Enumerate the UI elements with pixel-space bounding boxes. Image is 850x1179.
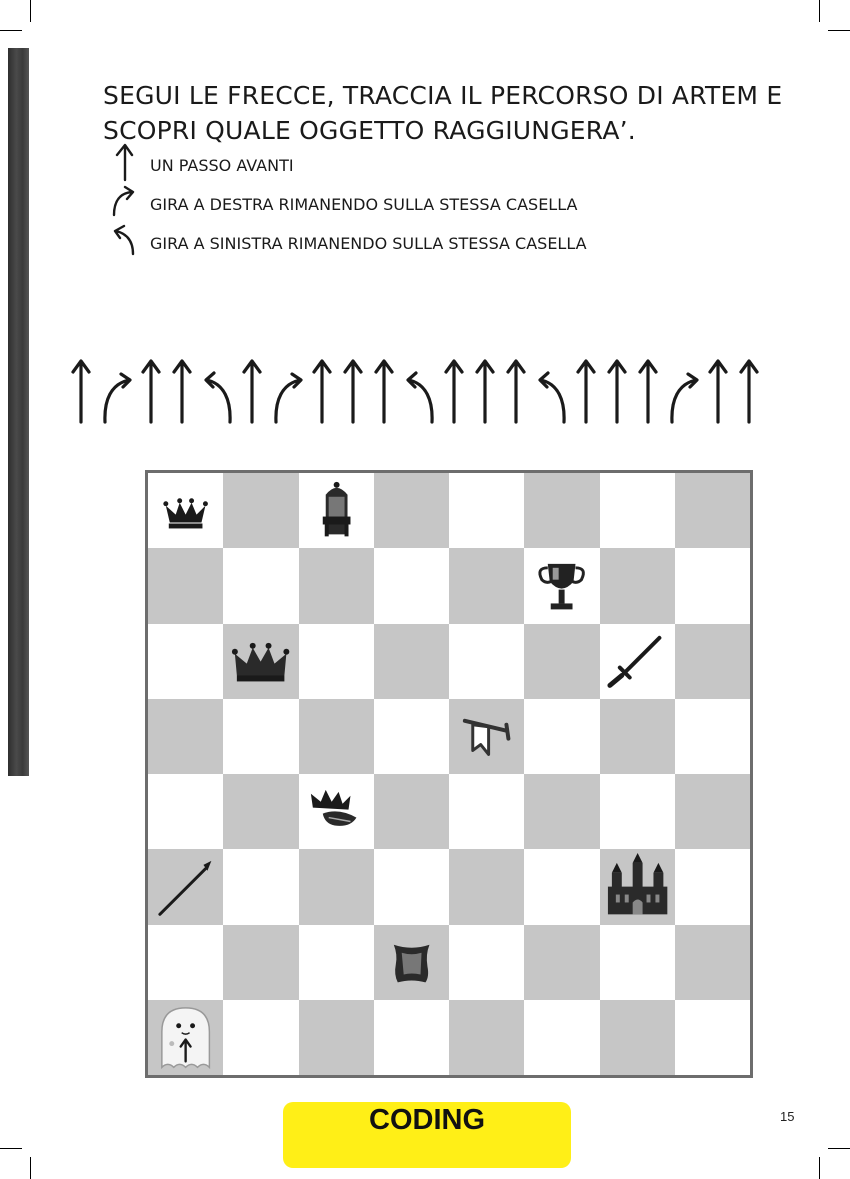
board-cell (374, 473, 449, 548)
board-cell (600, 473, 675, 548)
crown-icon (223, 624, 298, 699)
crop-mark (819, 0, 820, 22)
board-cell (675, 548, 750, 623)
arrow-sequence-drawing (66, 356, 786, 426)
board-cell (299, 699, 374, 774)
board-cell (374, 548, 449, 623)
board-cell (449, 548, 524, 623)
board-cell (524, 1000, 599, 1075)
board-cell (449, 624, 524, 699)
board-cell (449, 1000, 524, 1075)
sword-icon (600, 624, 675, 699)
turn-right-icon (106, 181, 140, 221)
board-cell (223, 473, 298, 548)
legend-label: GIRA A DESTRA RIMANENDO SULLA STESSA CASELLA (150, 195, 578, 214)
legend-label: GIRA A SINISTRA RIMANENDO SULLA STESSA CASELLA (150, 234, 587, 253)
board-cell (148, 925, 223, 1000)
crop-mark (0, 30, 22, 31)
page-edge-strip (8, 48, 29, 776)
arrow-up-icon (477, 361, 493, 422)
board-cell (524, 849, 599, 924)
arrow-sequence (66, 356, 786, 426)
page-number: 15 (780, 1109, 795, 1124)
crown-on-cushion-icon (299, 774, 374, 849)
arrow-up-icon (73, 361, 89, 422)
board-cell (675, 473, 750, 548)
crop-mark (828, 30, 850, 31)
arrow-up-icon (143, 361, 159, 422)
board-cell (600, 548, 675, 623)
throne-icon (299, 473, 374, 548)
board-cell (299, 624, 374, 699)
castle-icon (600, 849, 675, 924)
board-cell (374, 1000, 449, 1075)
board-cell (600, 925, 675, 1000)
arrow-up-icon (609, 361, 625, 422)
instruction-title (103, 78, 783, 148)
board-cell (675, 1000, 750, 1075)
shield-icon (374, 925, 449, 1000)
turn-left-icon (206, 373, 230, 422)
turn-right-icon (672, 374, 697, 422)
board-cell (148, 699, 223, 774)
board-cell (675, 925, 750, 1000)
arrow-up-icon (640, 361, 656, 422)
arrow-up-icon (508, 361, 524, 422)
arrow-up-icon (314, 361, 330, 422)
crop-mark (0, 1148, 22, 1149)
arrow-up-icon (578, 361, 594, 422)
board-cell (675, 774, 750, 849)
turn-left-icon (106, 220, 140, 260)
board-cell (299, 925, 374, 1000)
board-cell (299, 1000, 374, 1075)
board-cell (524, 774, 599, 849)
board-cell (600, 699, 675, 774)
board-cell (524, 699, 599, 774)
turn-right-icon (276, 374, 301, 422)
turn-left-icon (408, 373, 432, 422)
board-cell (374, 774, 449, 849)
board-cell (449, 473, 524, 548)
board-cell (148, 774, 223, 849)
arrow-up-icon (106, 142, 140, 182)
chess-board-grid (145, 470, 753, 1078)
spear-icon (148, 849, 223, 924)
arrow-up-icon (174, 361, 190, 422)
board-cell (449, 849, 524, 924)
title-line: SEGUI LE FRECCE, TRACCIA IL PERCORSO DI ARTEM E (103, 81, 783, 110)
turn-right-icon (105, 374, 130, 422)
coding-badge (283, 1102, 571, 1168)
board-cell (449, 774, 524, 849)
coding-label: CODING (369, 1104, 485, 1136)
crop-mark (30, 0, 31, 22)
board-cell (374, 699, 449, 774)
trumpet-icon (449, 699, 524, 774)
board-cell (299, 849, 374, 924)
board-cell (524, 925, 599, 1000)
crop-mark (819, 1157, 820, 1179)
board-cell (675, 624, 750, 699)
board-cell (299, 548, 374, 623)
board-cell (223, 849, 298, 924)
board-cell (148, 624, 223, 699)
arrow-up-icon (741, 361, 757, 422)
ghost-artem-icon (148, 1000, 223, 1075)
board-cell (223, 699, 298, 774)
title-line: SCOPRI QUALE OGGETTO RAGGIUNGERA’. (103, 116, 636, 145)
board-cell (223, 925, 298, 1000)
board-cell (675, 699, 750, 774)
arrow-up-icon (710, 361, 726, 422)
board-cell (524, 473, 599, 548)
board-cell (374, 849, 449, 924)
legend-label: UN PASSO AVANTI (150, 156, 294, 175)
arrow-up-icon (446, 361, 462, 422)
board-cell (148, 548, 223, 623)
crop-mark (30, 1157, 31, 1179)
arrow-up-icon (376, 361, 392, 422)
board-cell (374, 624, 449, 699)
trophy-icon (524, 548, 599, 623)
arrow-up-icon (345, 361, 361, 422)
turn-left-icon (540, 373, 564, 422)
board-cell (223, 774, 298, 849)
board-cell (524, 624, 599, 699)
board-cell (223, 1000, 298, 1075)
board-cell (223, 548, 298, 623)
board-cell (600, 774, 675, 849)
board-cell (675, 849, 750, 924)
crown-small-icon (148, 473, 223, 548)
board-cell (449, 925, 524, 1000)
arrow-up-icon (244, 361, 260, 422)
crop-mark (828, 1148, 850, 1149)
board-cell (600, 1000, 675, 1075)
